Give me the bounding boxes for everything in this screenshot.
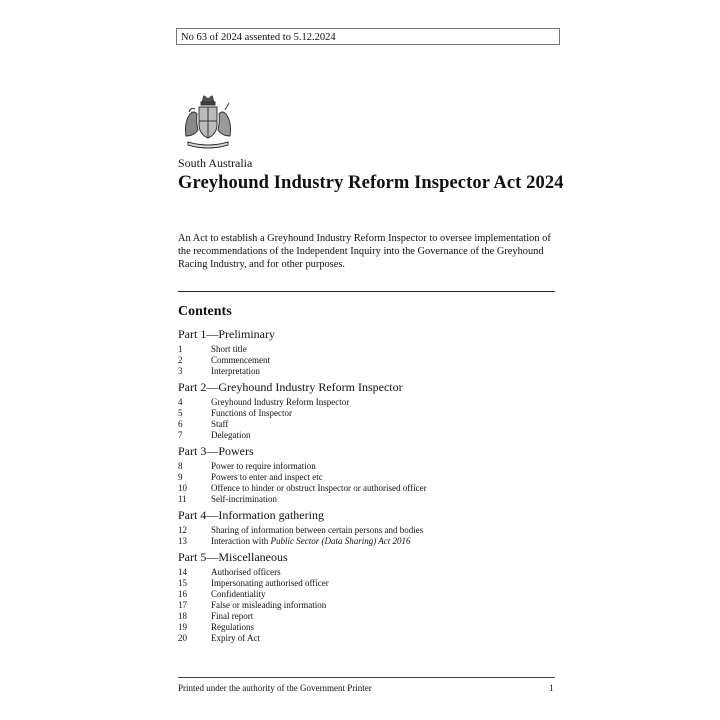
section-number: 20 bbox=[178, 633, 187, 643]
part-heading[interactable]: Part 1—Preliminary bbox=[178, 327, 275, 341]
section-title: Expiry of Act bbox=[211, 633, 260, 643]
act-title: Greyhound Industry Reform Inspector Act 2024 bbox=[178, 173, 564, 193]
jurisdiction: South Australia bbox=[178, 156, 253, 170]
part-heading[interactable]: Part 3—Powers bbox=[178, 444, 254, 458]
section-title: False or misleading information bbox=[211, 600, 327, 610]
toc-entry[interactable] bbox=[178, 536, 556, 547]
toc-entry[interactable] bbox=[178, 366, 556, 377]
section-number: 17 bbox=[178, 600, 187, 610]
section-title: Confidentiality bbox=[211, 589, 266, 599]
toc-entry[interactable] bbox=[178, 589, 556, 600]
section-title: Final report bbox=[211, 611, 254, 621]
section-number: 15 bbox=[178, 578, 187, 588]
section-number: 13 bbox=[178, 536, 187, 546]
section-title: Short title bbox=[211, 344, 247, 354]
toc-entry[interactable] bbox=[178, 344, 556, 355]
toc-entry[interactable] bbox=[178, 494, 556, 505]
assent-notice: No 63 of 2024 assented to 5.12.2024 bbox=[176, 28, 560, 45]
part-section bbox=[178, 380, 556, 441]
section-title bbox=[211, 536, 556, 547]
section-number: 14 bbox=[178, 567, 187, 577]
section-title-prefix: Interaction with bbox=[211, 536, 271, 546]
toc-entry[interactable] bbox=[178, 633, 556, 644]
part-heading[interactable]: Part 2—Greyhound Industry Reform Inspector bbox=[178, 380, 403, 394]
toc-entry[interactable] bbox=[178, 355, 556, 366]
part-heading[interactable]: Part 5—Miscellaneous bbox=[178, 550, 288, 564]
section-number: 5 bbox=[178, 408, 183, 418]
toc-entry[interactable] bbox=[178, 600, 556, 611]
footer-divider bbox=[178, 677, 555, 678]
toc-entry[interactable] bbox=[178, 483, 556, 494]
toc-entry[interactable] bbox=[178, 622, 556, 633]
contents-heading: Contents bbox=[178, 304, 232, 319]
section-title: Sharing of information between certain persons and bodies bbox=[211, 525, 424, 535]
long-title: An Act to establish a Greyhound Industry Reform Inspector to oversee implementation of the recommendations of the Independent Inquiry into the Governance of the Greyhound Racing Industry, and for other purposes. bbox=[178, 233, 551, 270]
section-number: 8 bbox=[178, 461, 183, 471]
toc-entry[interactable] bbox=[178, 461, 556, 472]
section-title: Authorised officers bbox=[211, 567, 281, 577]
toc-entry[interactable] bbox=[178, 472, 556, 483]
part-section bbox=[178, 327, 556, 377]
section-number: 6 bbox=[178, 419, 183, 429]
section-number: 16 bbox=[178, 589, 187, 599]
part-section bbox=[178, 550, 556, 644]
section-number: 18 bbox=[178, 611, 187, 621]
section-number: 9 bbox=[178, 472, 183, 482]
table-of-contents bbox=[178, 324, 556, 644]
section-title: Delegation bbox=[211, 430, 251, 440]
section-title: Commencement bbox=[211, 355, 270, 365]
section-title: Power to require information bbox=[211, 461, 316, 471]
printer-notice: Printed under the authority of the Government Printer bbox=[178, 683, 372, 693]
section-number: 11 bbox=[178, 494, 187, 504]
toc-entry[interactable] bbox=[178, 611, 556, 622]
section-number: 2 bbox=[178, 355, 183, 365]
toc-entry[interactable] bbox=[178, 419, 556, 430]
section-title: Self-incrimination bbox=[211, 494, 277, 504]
section-title: Impersonating authorised officer bbox=[211, 578, 329, 588]
section-number: 10 bbox=[178, 483, 187, 493]
divider bbox=[178, 291, 555, 292]
toc-entry[interactable] bbox=[178, 408, 556, 419]
section-title: Functions of Inspector bbox=[211, 408, 292, 418]
toc-entry[interactable] bbox=[178, 525, 556, 536]
coat-of-arms-icon bbox=[178, 92, 238, 152]
section-number: 7 bbox=[178, 430, 183, 440]
toc-entry[interactable] bbox=[178, 567, 556, 578]
part-section bbox=[178, 444, 556, 505]
section-number: 1 bbox=[178, 344, 183, 354]
section-title: Greyhound Industry Reform Inspector bbox=[211, 397, 350, 407]
toc-entry[interactable] bbox=[178, 430, 556, 441]
toc-entry[interactable] bbox=[178, 397, 556, 408]
section-title: Regulations bbox=[211, 622, 254, 632]
page-number: 1 bbox=[549, 683, 554, 693]
section-number: 3 bbox=[178, 366, 183, 376]
toc-entry[interactable] bbox=[178, 578, 556, 589]
referenced-act-title: Public Sector (Data Sharing) Act 2016 bbox=[270, 536, 411, 546]
section-title: Staff bbox=[211, 419, 229, 429]
section-title: Interpretation bbox=[211, 366, 260, 376]
part-section bbox=[178, 508, 556, 547]
section-number: 12 bbox=[178, 525, 187, 535]
section-number: 19 bbox=[178, 622, 187, 632]
part-heading[interactable]: Part 4—Information gathering bbox=[178, 508, 324, 522]
section-title: Powers to enter and inspect etc bbox=[211, 472, 323, 482]
section-number: 4 bbox=[178, 397, 183, 407]
section-title: Offence to hinder or obstruct Inspector or authorised officer bbox=[211, 483, 427, 493]
